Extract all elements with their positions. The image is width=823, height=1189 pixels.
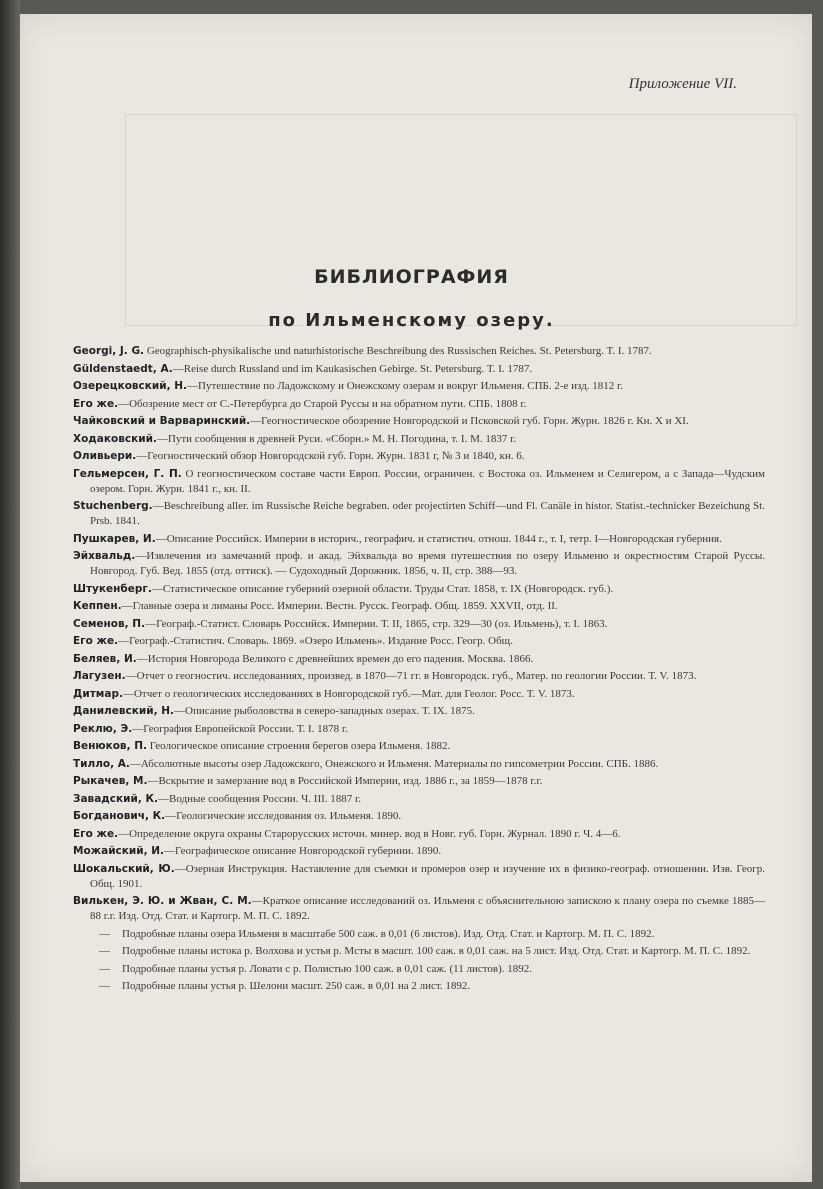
entry-text: —Географ.-Статистич. Словарь. 1869. «Озеро Ильмень». Издание Росс. Геогр. Общ. [118,635,513,647]
entry-text: —Геологические исследования оз. Ильменя. 1890. [165,810,402,822]
entry-text: О геогностическом составе части Европ. России, ограничен. с Востока оз. Ильменем и Селигером, а с Запада—Чудским озером. Горн. Журн. 1841 г., кн. II. [90,467,766,495]
entry-author: Реклю, Э. [73,722,133,735]
bibliography-entry [73,809,765,824]
entry-author: Можайский, И. [73,845,165,857]
entry-author: Лагузен. [73,670,126,682]
sub-entry-dash: — [99,945,110,957]
bibliography-entry [73,532,765,547]
sub-entry [73,927,765,942]
entry-text: Геологическое описание строения берегов озера Ильменя. 1882. [149,740,451,752]
bibliography-list [73,344,765,997]
show-through-table [125,114,797,326]
bibliography-entry [73,467,765,497]
entry-author: Дитмар. [73,687,123,700]
bibliography-entry [73,599,765,614]
bibliography-entry [73,894,765,924]
bibliography-entry [73,499,765,529]
sub-entry-text: Подробные планы озера Ильменя в масштабе 500 саж. в 0,01 (6 листов). Изд. Отд. Стат. и Картогр. М. П. С. 1892. [122,927,655,940]
bibliography-entry [73,757,765,772]
bibliography-entry [73,739,765,754]
entry-author: Штукенберг. [73,582,152,595]
entry-author: Эйхвальд. [73,550,136,562]
sub-entry-dash: — [99,927,110,940]
bibliography-entry [73,862,765,892]
bibliography-entry [73,549,765,579]
entry-text: —Обозрение мест от С.-Петербурга до Старой Руссы и на обратном пути. СПБ. 1808 г. [118,397,527,410]
entry-text: —Геогностический обзор Новгородской губ. Горн. Журн. 1831 г, № 3 и 1840, кн. 6. [136,450,525,462]
sub-entry [73,979,765,994]
entry-text: —Главные озера и лиманы Росс. Империи. Вестн. Русск. Географ. Общ. 1859. XXVII, отд. II. [121,600,558,612]
bibliography-entry [73,414,765,429]
bibliography-entry [73,844,765,859]
entry-author: Гельмерсен, Г. П. [73,467,182,480]
entry-author: Беляев, И. [73,652,137,665]
entry-author: Завадский, К. [73,792,159,805]
entry-text: —Отчет о геогностич. исследованиях, произвед. в 1870—71 гг. в Новгородск. губ., Матер. по геологии России. Т. V. 1873. [125,670,697,682]
entry-text: —Вскрытие и замерзание вод в Российской Империи, изд. 1886 г., за 1859—1878 г.г. [147,775,543,787]
entry-author: Рыкачев, М. [73,775,148,787]
page-title: БИБЛИОГРАФИЯ [314,266,509,288]
bibliography-entry [73,379,765,394]
sub-entry [73,962,765,977]
appendix-header: Приложение VII. [628,76,737,92]
bibliography-entry [73,432,765,447]
entry-author: Güldenstaedt, A. [73,362,173,375]
bibliography-entry [73,687,765,702]
sub-entry-text: Подробные планы устья р. Ловати с р. Полистью 100 саж. в 0,01 саж. (11 листов). 1892. [122,962,533,975]
entry-text: —Reise durch Russland und im Kaukasischen Gebirge. St. Petersburg. T. I. 1787. [172,362,533,375]
entry-text: —Извлечения из замечаний проф. и акад. Эйхвальда во время путешествия по озеру Ильменю и окрестностям Старой Руссы. Новгород. Губ. Вед. 1855 (отд. оттиск). — Судоходный Дорожник. 1856, ч. II, стр. 388—93. [90,550,765,577]
entry-author: Ходаковский. [73,432,157,445]
entry-text: —Описание рыболовства в северо-западных озерах. Т. IX. 1875. [174,705,475,717]
bibliography-entry [73,669,765,684]
bibliography-entry [73,397,765,412]
entry-author: Шокальский, Ю. [73,862,175,875]
entry-text: —Геогностическое обозрение Новгородской и Псковской губ. Горн. Журн. 1826 г. Кн. X и XI. [250,415,689,427]
bibliography-entry [73,827,765,842]
entry-text: Geographisch-physikalische und naturhistorische Beschreibung des Russischen Reiches. St. Petersburg. T. I. 1787. [146,345,652,357]
entry-text: —История Новгорода Великого с древнейших времен до его падения. Москва. 1866. [136,652,534,665]
bibliography-entry [73,634,765,649]
bibliography-entry [73,774,765,789]
sub-entry-text: Подробные планы устья р. Шелони масшт. 250 саж. в 0,01 на 2 лист. 1892. [122,980,471,992]
entry-author: Богданович, К. [73,810,166,822]
entry-author: Его же. [73,635,119,647]
page-subtitle: по Ильменскому озеру. [268,310,555,331]
entry-author: Georgi, J. G. [73,345,145,357]
entry-text: —Географ.-Статист. Словарь Российск. Империи. Т. II, 1865, стр. 329—30 (оз. Ильмень), т. I. 1863. [145,617,608,630]
entry-text: —Определение округа охраны Старорусских источн. минер. вод в Новг. губ. Горн. Журнал. 1890 г. Ч. 4—6. [118,827,621,840]
bibliography-entry [73,449,765,464]
entry-text: —Абсолютные высоты озер Ладожского, Онежского и Ильменя. Материалы по гипсометрии России. СПБ. 1886. [129,757,659,770]
entry-text: —Краткое описание исследований оз. Ильменя с объяснительною запискою к плану озера по съемке 1885—88 г.г. Изд. Отд. Стат. и Картогр. М. П. С. 1892. [90,895,765,922]
entry-text: —Пути сообщения в древней Руси. «Сборн.» М. Н. Погодина, т. I. М. 1837 г. [156,432,517,445]
entry-author: Венюков, П. [73,740,147,752]
entry-text: —География Европейской России. Т. I. 1878 г. [132,722,348,735]
sub-entry-text: Подробные планы истока р. Волхова и устья р. Мсты в масшт. 100 саж. в 0,01 саж. на 5 лист. Изд. Отд. Стат. и Картогр. М. П. С. 1892. [122,945,751,957]
page-edge-shadow [0,0,20,1189]
entry-author: Пушкарев, И. [73,532,156,545]
sub-entry-dash: — [99,980,110,992]
entry-text: —Озерная Инструкция. Наставление для съемки и промеров озер и изучение их в физико-географ. отношении. Изв. Геогр. Общ. 1901. [90,862,765,890]
entry-author: Данилевский, Н. [73,705,174,717]
entry-text: —Статистическое описание губерний озерной области. Труды Стат. 1858, т. IX (Новгородск. губ.). [151,582,614,595]
entry-author: Его же. [73,827,119,840]
entry-author: Кеппен. [73,600,122,612]
entry-author: Семенов, П. [73,617,146,630]
entry-author: Чайковский и Варваринский. [73,415,251,427]
entry-text: —Описание Российск. Империи в историч., географич. и статистич. отнош. 1844 г., т. I, тетр. I—Новгородская губерния. [155,532,722,545]
sub-entry-dash: — [99,962,110,975]
bibliography-entry [73,582,765,597]
bibliography-entry [73,704,765,719]
entry-text: —Путешествие по Ладожскому и Онежскому озерам и вокруг Ильменя. СПБ. 2-е изд. 1812 г. [187,380,624,392]
entry-author: Оливьери. [73,450,137,462]
sub-entry [73,944,765,959]
bibliography-entry [73,344,765,359]
entry-author: Вилькен, Э. Ю. и Жван, С. М. [73,895,252,907]
bibliography-entry [73,722,765,737]
entry-text: —Отчет о геологических исследованиях в Новгородской губ.—Мат. для Геолог. Росс. Т. V. 1873. [122,687,575,700]
entry-text: —Beschreibung aller. im Russische Reiche begraben. oder projectirten Schiff—und Fl. Canäle in histor. Statist.-technicker Bezeichung St. Prsb. 1841. [90,500,765,527]
entry-author: Озерецковский, Н. [73,380,188,392]
entry-author: Тилло, А. [73,757,130,770]
bibliography-entry [73,362,765,377]
bibliography-entry [73,652,765,667]
entry-author: Stuchenberg. [73,500,153,512]
entry-text: —Географическое описание Новгородской губернии. 1890. [164,845,442,857]
bibliography-entry [73,792,765,807]
bibliography-entry [73,617,765,632]
entry-text: —Водные сообщения России. Ч. III. 1887 г. [158,792,362,805]
entry-author: Его же. [73,397,119,410]
sub-entry-list [73,927,765,995]
